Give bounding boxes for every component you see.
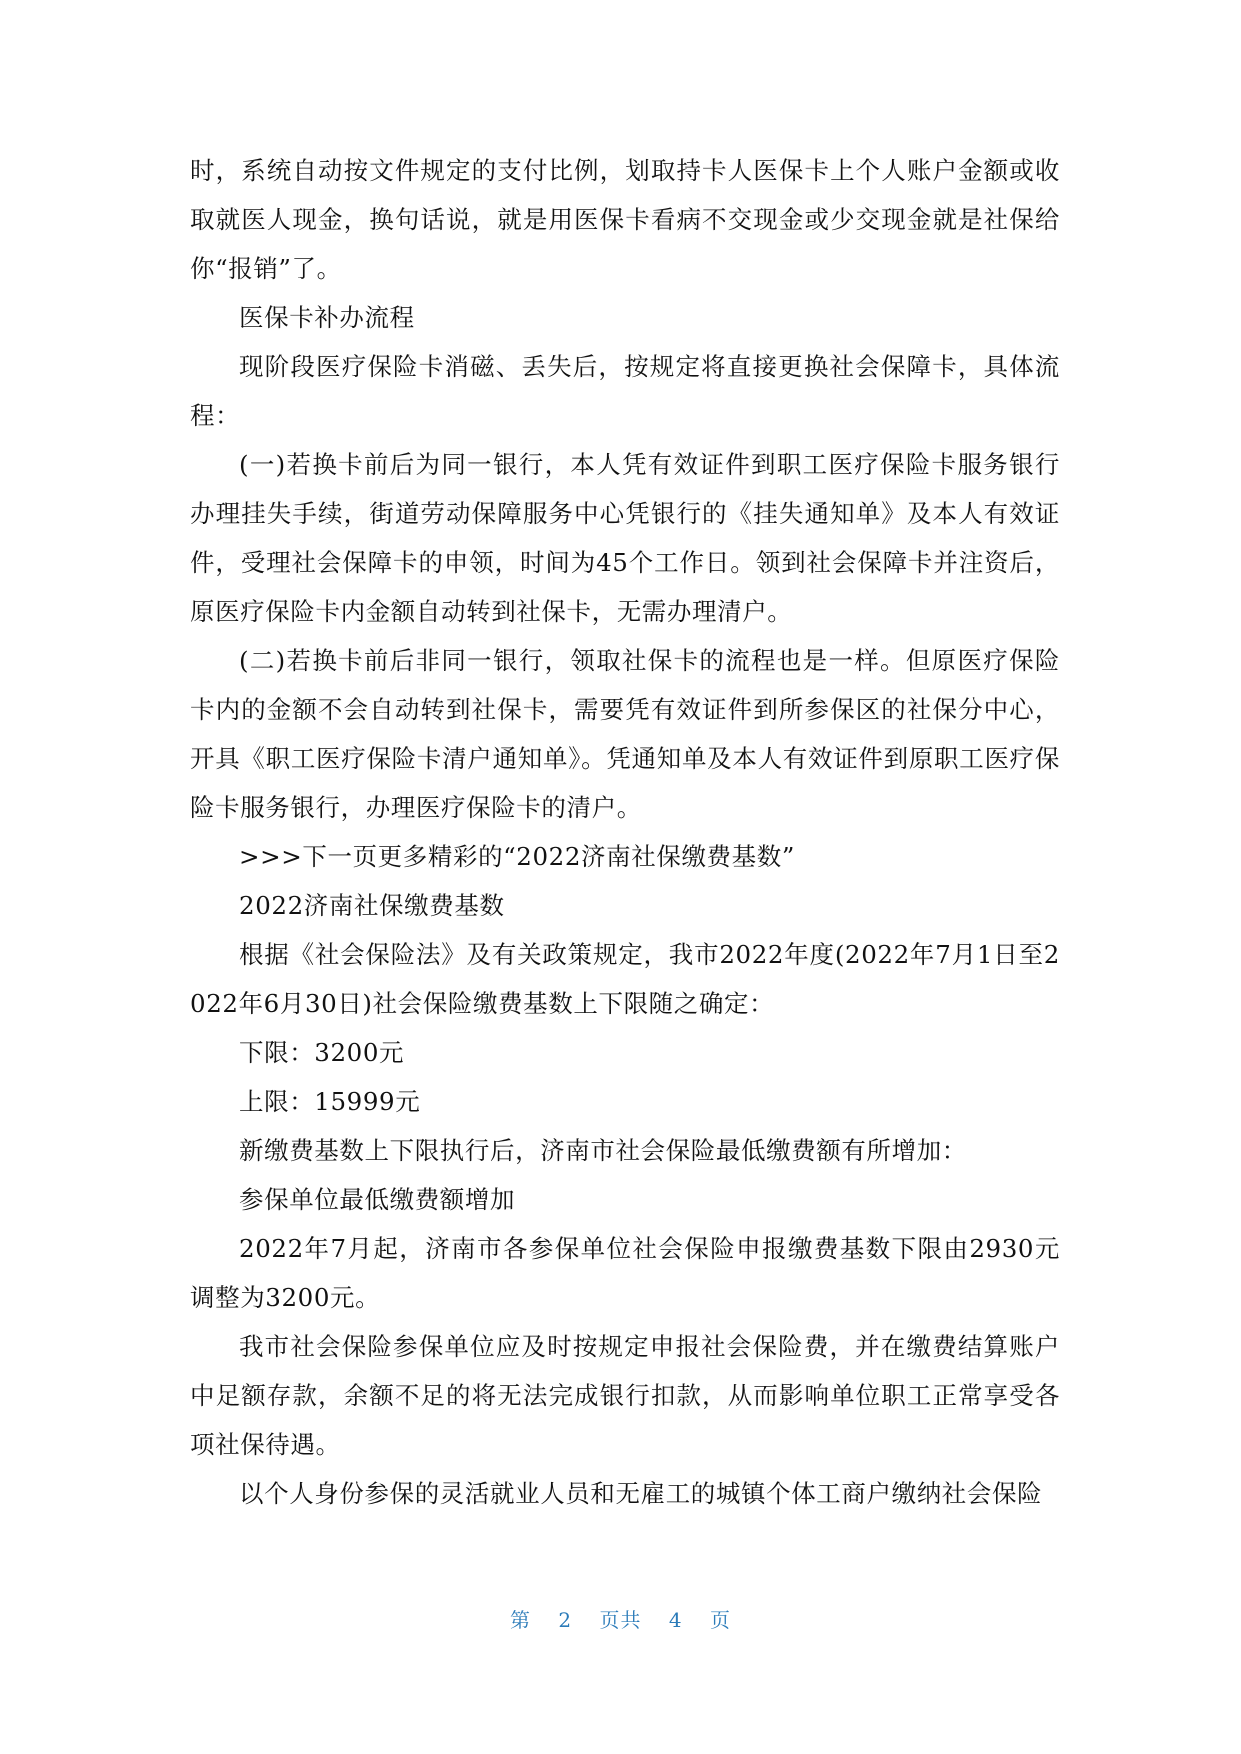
paragraph-14: 我市社会保险参保单位应及时按规定申报社会保险费，并在缴费结算账户中足额存款，余额不足的将无法完成银行扣款，从而影响单位职工正常享受各项社保待遇。 [190, 1332, 1060, 1459]
footer-suffix: 页 [709, 1608, 731, 1632]
document-body [190, 146, 1060, 1518]
footer-prefix: 第 [510, 1608, 532, 1632]
footer-total-pages: 4 [668, 1608, 683, 1632]
paragraph-8: 根据《社会保险法》及有关政策规定，我市2022年度(2022年7月1日至2022年6月30日)社会保险缴费基数上下限随之确定： [190, 940, 1060, 1018]
paragraph-2: 医保卡补办流程 [239, 303, 415, 332]
paragraph-15: 以个人身份参保的灵活就业人员和无雇工的城镇个体工商户缴纳社会保险 [239, 1479, 1043, 1508]
paragraph-10: 上限：15999元 [239, 1087, 421, 1116]
paragraph-7: 2022济南社保缴费基数 [239, 891, 505, 920]
paragraph-3: 现阶段医疗保险卡消磁、丢失后，按规定将直接更换社会保障卡，具体流程： [190, 352, 1060, 430]
page-footer [0, 1604, 1241, 1633]
paragraph-5: (二)若换卡前后非同一银行，领取社保卡的流程也是一样。但原医疗保险卡内的金额不会自动转到社保卡，需要凭有效证件到所参保区的社保分中心，开具《职工医疗保险卡清户通知单》。凭通知单及本人有效证件到原职工医疗保险卡服务银行，办理医疗保险卡的清户。 [190, 646, 1060, 822]
paragraph-11: 新缴费基数上下限执行后，济南市社会保险最低缴费额有所增加： [239, 1136, 967, 1165]
paragraph-12: 参保单位最低缴费额增加 [239, 1185, 516, 1214]
paragraph-4: (一)若换卡前后为同一银行，本人凭有效证件到职工医疗保险卡服务银行办理挂失手续，街道劳动保障服务中心凭银行的《挂失通知单》及本人有效证件，受理社会保障卡的申领，时间为45个工作日。领到社会保障卡并注资后，原医疗保险卡内金额自动转到社保卡，无需办理清户。 [190, 450, 1060, 626]
paragraph-9: 下限：3200元 [239, 1038, 405, 1067]
footer-middle: 页共 [599, 1608, 642, 1632]
footer-page-number: 2 [558, 1608, 573, 1632]
paragraph-13: 2022年7月起，济南市各参保单位社会保险申报缴费基数下限由2930元调整为3200元。 [190, 1234, 1060, 1312]
paragraph-1: 时，系统自动按文件规定的支付比例，划取持卡人医保卡上个人账户金额或收取就医人现金，换句话说，就是用医保卡看病不交现金或少交现金就是社保给你“报销”了。 [190, 156, 1060, 283]
paragraph-6: >>>下一页更多精彩的“2022济南社保缴费基数” [239, 842, 795, 871]
